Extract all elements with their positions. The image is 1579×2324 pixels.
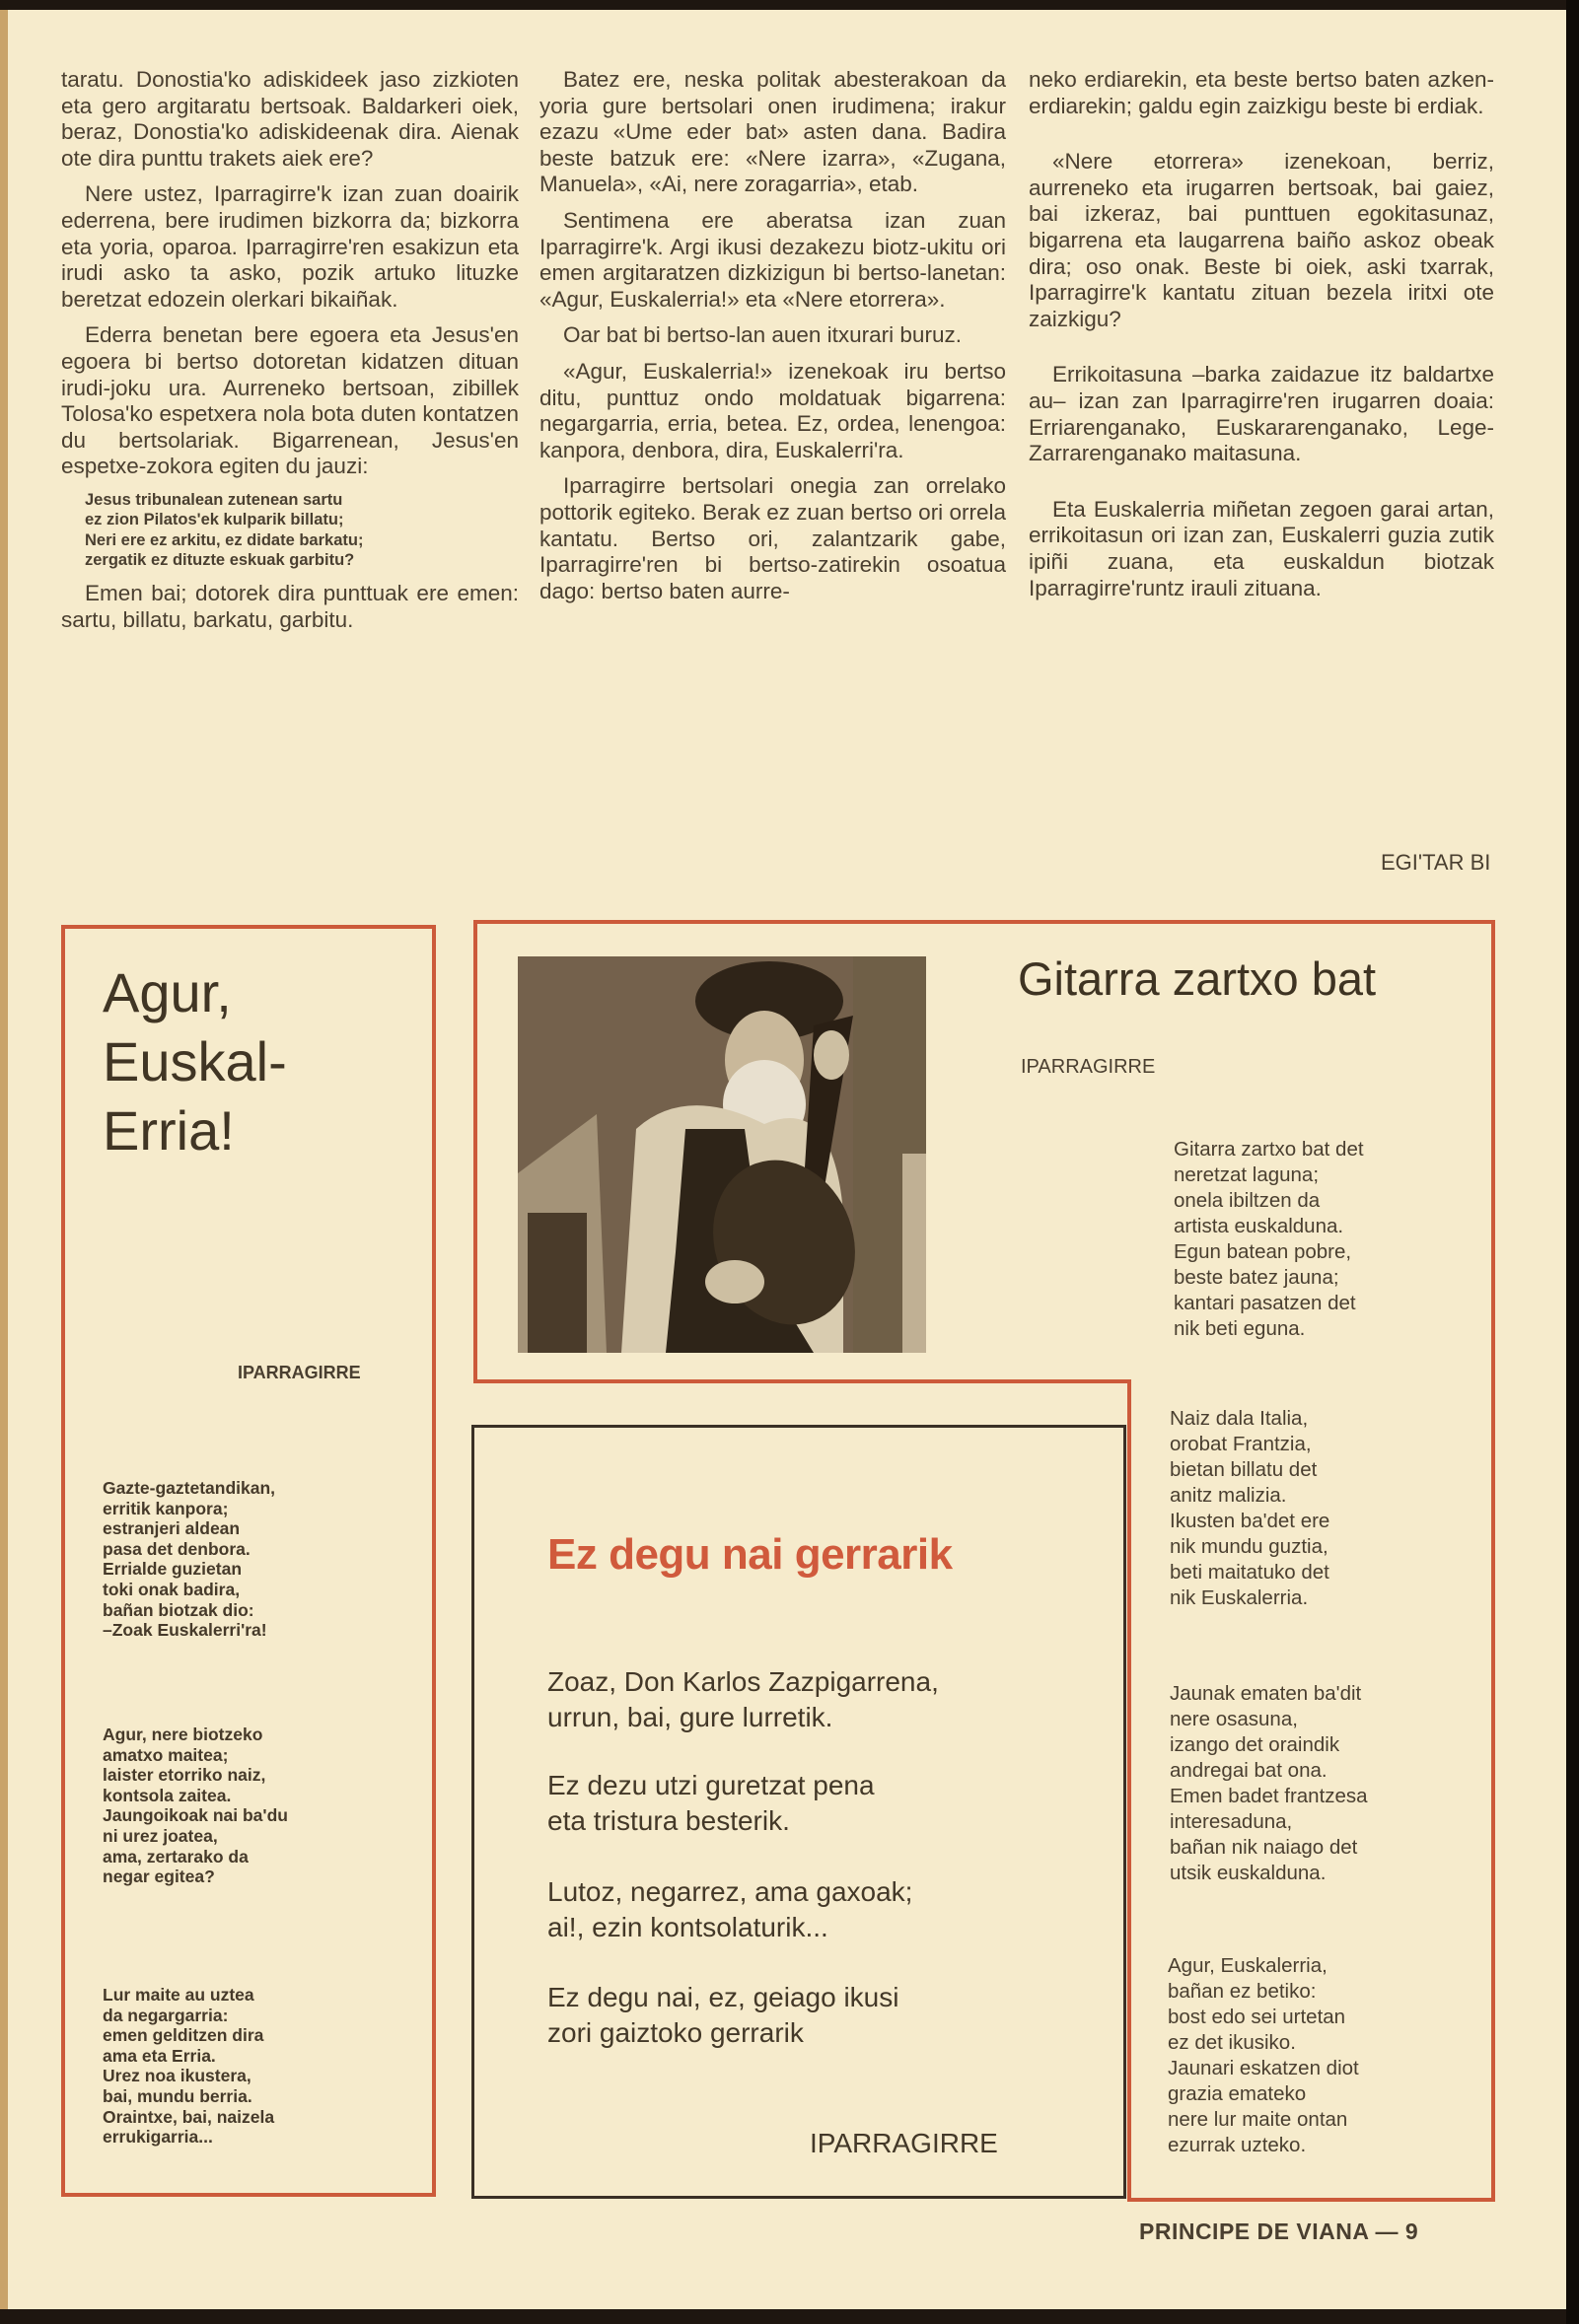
paragraph: Iparragirre bertsolari onegia zan orrelako pottorik egiteko. Berak ez zuan bertso ori orrela kantatu. Bertso ori, zalantzarik gabe, Iparragirre'ren bi bertso-zatirekin osoatua dago: bertso baten aurre- [539, 473, 1006, 603]
poem-author: IPARRAGIRRE [1021, 1056, 1156, 1078]
verse-line: amatxo maitea; [103, 1744, 229, 1765]
verse-line: zori gaiztoko gerrarik [547, 2017, 804, 2048]
title-line: Euskal- [103, 1030, 287, 1092]
poem-author: IPARRAGIRRE [810, 2128, 998, 2158]
stanza [547, 1874, 912, 1945]
poem-author: IPARRAGIRRE [238, 1363, 361, 1382]
verse-line: nik beti eguna. [1174, 1317, 1306, 1340]
verse-line: nik Euskalerria. [1170, 1586, 1309, 1609]
verse-line: bañan ez betiko: [1168, 1980, 1317, 2003]
verse-line: Lutoz, negarrez, ama gaxoak; [547, 1876, 913, 1907]
article-signature: EGI'TAR BI [1381, 850, 1491, 875]
paragraph: Ederra benetan bere egoera eta Jesus'en egoera bi bertso dotoretan kidatzen dituan irudi-joku ura. Aurreneko bertsoan, zibillek Tolosa'ko espetxera nola bota duten kontatzen du bertsolariak. Bigarrenean, Jesus'en espetxe-zokora egiten du jauzi: [61, 322, 519, 479]
stanza [1168, 1953, 1359, 2158]
verse-line: Ez dezu utzi guretzat pena [547, 1770, 875, 1800]
verse-line: Jaunari eskatzen diot [1168, 2057, 1359, 2079]
verse-line: anitz malizia. [1170, 1484, 1287, 1507]
verse-line: bañan biotzak dio: [103, 1599, 254, 1620]
verse-line: Jaungoikoak nai ba'du [103, 1805, 288, 1826]
paragraph: Nere ustez, Iparragirre'k izan zuan doairik ederrena, bere irudimen bizkorra da; bizkorra eta yoria, oparoa. Iparragirre'ren esakizun eta irudi asko ta asko, pozik artuko lituzke beretzat edozein olerkari bikaiñak. [61, 181, 519, 312]
verse-line: Gazte-gaztetandikan, [103, 1478, 276, 1498]
verse-line: ezurrak uzteko. [1168, 2134, 1307, 2156]
paragraph: «Agur, Euskalerria!» izenekoak iru bertso ditu, punttuz ondo moldatuak bigarrena: negargarria, erria, betea. Ez, ordea, lenengoa: kanpora, denbora, dira, Euskalerri'ra. [539, 358, 1006, 462]
verse-line: –Zoak Euskalerri'ra! [103, 1620, 267, 1641]
verse-line: Oraintxe, bai, naizela [103, 2106, 275, 2127]
portrait-illustration [518, 956, 926, 1353]
verse-line: ni urez joatea, [103, 1825, 218, 1846]
gitarra-frame-corner [1127, 1379, 1131, 1387]
verse-line: Ikusten ba'det ere [1170, 1510, 1330, 1532]
verse-line: nere osasuna, [1170, 1708, 1298, 1730]
verse-line: Neri ere ez arkitu, ez didate barkatu; [85, 530, 364, 549]
verse-line: zergatik ez dituzte eskuak garbitu? [85, 551, 355, 570]
paragraph: Batez ere, neska politak abesterakoan da yoria gure bertsolari onen irudimena; irakur ezazu «Ume eder bat» asten dana. Badira beste batzuk ere: «Nere izarra», «Zugana, Manuela», «Ai, nere zoragarria», etab. [539, 67, 1006, 197]
verse-line: pasa det denbora. [103, 1538, 251, 1559]
verse-line: ama, zertarako da [103, 1846, 249, 1866]
verse-line: laister etorriko naiz, [103, 1765, 266, 1786]
paragraph: «Nere etorrera» izenekoan, berriz, aurreneko eta irugarren bertsoak, bai gaiez, bai izkeraz, bai punttuen egokitasunaz, bigarrena eta laugarrena baiño askoz obeak dira; oso onak. Beste bi oiek, aski txarrak, Iparragirre'k kantatu zituan bezela iritxi ote zaizkigu? [1029, 149, 1494, 331]
verse-line: Jaunak ematen ba'dit [1170, 1682, 1362, 1705]
verse-line: grazia emateko [1168, 2082, 1307, 2105]
verse-line: beti maitatuko det [1170, 1561, 1329, 1584]
verse-line: nik mundu guztia, [1170, 1535, 1328, 1558]
title-line: Erria! [103, 1099, 235, 1162]
verse-line: bai, mundu berria. [103, 2085, 252, 2106]
paragraph: Sentimena ere aberatsa izan zuan Iparragirre'k. Argi ikusi dezakezu biotz-ukitu ori emen argitaratzen dizkizigun bi bertso-lanetan: «Agur, Euskalerria!» eta «Nere etorrera». [539, 207, 1006, 312]
article-column-2 [539, 67, 1006, 614]
paragraph: Eta Euskalerria miñetan zegoen garai artan, errikoitasun ori izan zan, Euskalerri guzia zutik ipiñi zuana, eta euskaldun biotzak Iparragirre'runtz irauli zituana. [1029, 496, 1494, 600]
portrait-photo [518, 956, 926, 1353]
stanza [547, 1664, 939, 1735]
verse-line: Agur, Euskalerria, [1168, 1954, 1328, 1977]
verse-line: urrun, bai, gure lurretik. [547, 1702, 833, 1732]
stanza [1170, 1681, 1368, 1886]
verse-line: utsik euskalduna. [1170, 1862, 1327, 1884]
verse-line: Gitarra zartxo bat det [1174, 1138, 1364, 1161]
verse-line: Zoaz, Don Karlos Zazpigarrena, [547, 1666, 939, 1697]
stanza [1174, 1137, 1364, 1342]
verse-line: andregai bat ona. [1170, 1759, 1328, 1782]
article-column-3 [1029, 67, 1494, 611]
paragraph: Errikoitasuna –barka zaidazue itz baldartxe au– izan zan Iparragirre'ren irugarren doaia: Erriarenganako, Euskararenganako, Lege-Zarrarenganako maitasuna. [1029, 362, 1494, 466]
paragraph: taratu. Donostia'ko adiskideek jaso zizkioten eta gero argitaratu bertsoak. Baldarkeri oiek, beraz, Donostia'ko adiskideenak dira. Aienak ote dira punttu trakets aiek ere? [61, 67, 519, 171]
verse-line: onela ibiltzen da [1174, 1189, 1321, 1212]
gitarra-frame-divider [473, 1379, 1131, 1383]
article-column-1 [61, 67, 519, 643]
poem-title [103, 958, 287, 1165]
binding-edge [0, 10, 8, 2309]
verse-line: ez zion Pilatos'ek kulparik billatu; [85, 511, 344, 529]
poem-title: Gitarra zartxo bat [1018, 952, 1377, 1005]
verse-line: erritik kanpora; [103, 1498, 229, 1518]
verse-line: da negargarria: [103, 2005, 229, 2025]
verse-line: bost edo sei urtetan [1168, 2006, 1346, 2028]
stanza [103, 1985, 274, 2148]
poem-title: Ez degu nai gerrarik [547, 1530, 953, 1579]
quoted-verse [85, 490, 519, 571]
verse-line: Egun batean pobre, [1174, 1240, 1352, 1263]
verse-line: izango det oraindik [1170, 1733, 1340, 1756]
verse-line: Jesus tribunalean zutenean sartu [85, 490, 343, 509]
scan-edge [1566, 0, 1579, 2324]
title-line: Agur, [103, 961, 232, 1023]
verse-line: kantari pasatzen det [1174, 1292, 1356, 1314]
verse-line: toki onak badira, [103, 1579, 241, 1599]
verse-line: Naiz dala Italia, [1170, 1407, 1309, 1430]
verse-line: emen gelditzen dira [103, 2025, 264, 2046]
verse-line: interesaduna, [1170, 1810, 1293, 1833]
verse-line: ez det ikusiko. [1168, 2031, 1296, 2054]
verse-line: orobat Frantzia, [1170, 1433, 1312, 1455]
stanza [103, 1725, 288, 1887]
verse-line: Emen badet frantzesa [1170, 1785, 1368, 1807]
poem-box-gerrarik [471, 1425, 1126, 2199]
verse-line: eta tristura besterik. [547, 1805, 790, 1836]
verse-line: kontsola zaitea. [103, 1785, 232, 1805]
verse-line: ai!, ezin kontsolaturik... [547, 1912, 828, 1942]
stanza [547, 1980, 898, 2051]
paragraph: Emen bai; dotorek dira punttuak ere emen: sartu, billatu, barkatu, garbitu. [61, 580, 519, 632]
verse-line: Urez noa ikustera, [103, 2066, 251, 2086]
stanza [547, 1768, 875, 1839]
verse-line: beste batez jauna; [1174, 1266, 1339, 1289]
poem-box-agur [61, 925, 436, 2197]
verse-line: neretzat laguna; [1174, 1163, 1320, 1186]
stanza [1170, 1406, 1329, 1611]
paragraph: Oar bat bi bertso-lan auen itxurari buruz. [563, 322, 962, 348]
verse-line: Lur maite au uztea [103, 1985, 254, 2005]
verse-line: errukigarria... [103, 2127, 213, 2148]
verse-line: Ez degu nai, ez, geiago ikusi [547, 1982, 899, 2012]
verse-line: bañan nik naiago det [1170, 1836, 1358, 1859]
stanza [103, 1478, 275, 1641]
page-footer: PRINCIPE DE VIANA — 9 [1139, 2218, 1419, 2244]
verse-line: Errialde guzietan [103, 1559, 243, 1580]
verse-line: Agur, nere biotzeko [103, 1725, 263, 1744]
verse-line: estranjeri aldean [103, 1518, 241, 1539]
verse-line: negar egitea? [103, 1866, 215, 1887]
verse-line: ama eta Erria. [103, 2045, 216, 2066]
verse-line: bietan billatu det [1170, 1458, 1318, 1481]
verse-line: nere lur maite ontan [1168, 2108, 1348, 2131]
verse-line: artista euskalduna. [1174, 1215, 1344, 1237]
paragraph: neko erdiarekin, eta beste bertso baten azken-erdiarekin; galdu egin zaizkigu beste bi erdiak. [1029, 67, 1494, 118]
